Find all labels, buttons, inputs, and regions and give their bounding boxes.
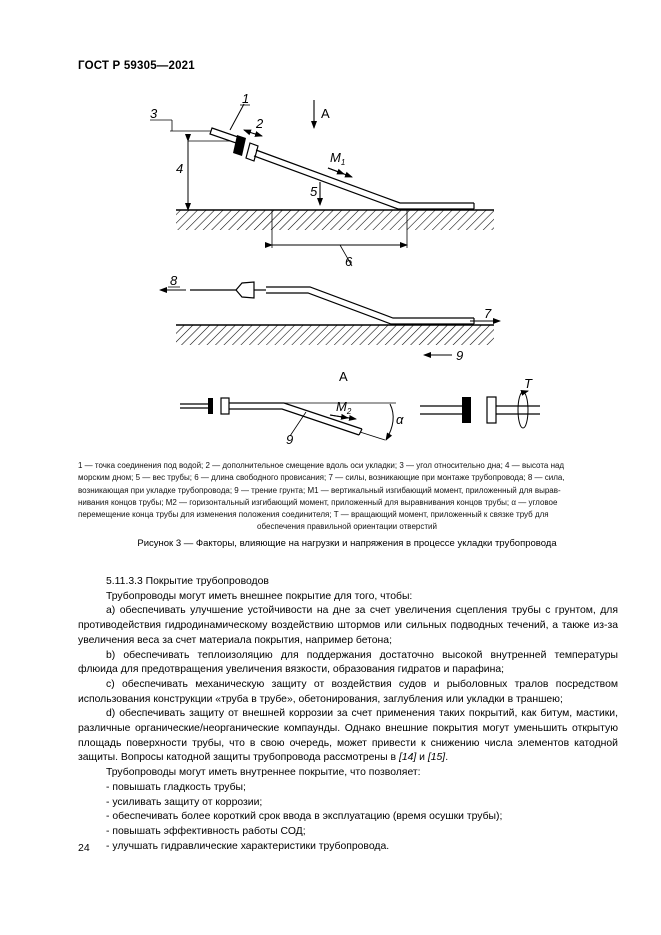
conjunction: и (416, 752, 428, 764)
figure-legend (78, 460, 616, 534)
figure-diagram (0, 0, 661, 455)
label-1: 1 (242, 91, 250, 106)
diagram-view-a (180, 376, 540, 447)
legend-line: морским дном; 5 — вес трубы; 6 — длина свободного провисания; 7 — силы, возникающие при монтаже трубопровода; 8 — сила, (78, 473, 565, 483)
diagram-side-view (150, 91, 494, 269)
paragraph-c: c) обеспечивать механическую защиту от воздействия судов и рыболовных тралов посредством использования конструкции «труба в трубе», обетонирования, заглубления или укладки в траншею; (78, 678, 618, 705)
list-item: - повышать эффективность работы СОД; (106, 825, 306, 837)
legend-line: обеспечения правильной ориентации отверстий (257, 522, 437, 532)
paragraph-a: a) обеспечивать улучшение устойчивости на дне за счет увеличения сцепления трубы с грунтом, для противодействия гидродинамическому воздействию штормов или сильных подводных течений, а также из-за увеличения веса за счет материала покрытия, например бетона; (78, 605, 618, 646)
label-9a: 9 (456, 348, 464, 363)
list-item: - усиливать защиту от коррозии; (106, 796, 263, 808)
legend-line: возникающая при укладке трубопровода; 9 — трение грунта; M1 — вертикальный изгибающий момент, приложенный для вырав- (78, 485, 561, 495)
seabed-hatch (176, 210, 494, 230)
angle-alpha-arc (386, 404, 393, 440)
label-6: 6 (345, 254, 353, 269)
list-item: - обеспечивать более короткий срок ввода в эксплуатацию (время осушки трубы); (106, 811, 503, 823)
label-9b: 9 (286, 432, 294, 447)
reference-15-link[interactable]: [15] (427, 752, 446, 764)
list-item: - улучшать гидравлические характеристики трубопровода. (106, 840, 390, 852)
paragraph-inner: Трубопроводы могут иметь внутреннее покрытие, что позволяет: (106, 767, 421, 779)
paragraph-b: b) обеспечивать теплоизоляцию для поддержания достаточно высокой внутренней температуры флюида для предотвращения увеличения вязкости, образования гидратов и парафина; (78, 649, 618, 676)
body-text (78, 575, 618, 854)
label-view-a: А (321, 106, 330, 121)
label-4: 4 (176, 161, 184, 176)
label-7: 7 (484, 306, 492, 321)
period: . (445, 752, 449, 764)
figure-caption: Рисунок 3 — Факторы, влияющие на нагрузки и напряжения в процессе укладки трубопровода (137, 538, 557, 549)
list-item: - повышать гладкость трубы; (106, 781, 246, 793)
label-m2: $M_2$ (336, 399, 352, 416)
pulling-head (236, 282, 254, 298)
paragraph-d (78, 707, 618, 766)
section-heading: 5.11.3.3 Покрытие трубопроводов (106, 576, 269, 587)
arrow-2 (252, 133, 262, 136)
paragraph: Трубопроводы могут иметь внешнее покрытие для того, чтобы: (106, 590, 413, 602)
legend-line: нивания концов трубы; M2 — горизонтальный изгибающий момент, приложенный для выравнивания концов трубы; α — угловое (78, 497, 558, 507)
pipeline-upper (256, 150, 474, 203)
paragraph-d-text: d) обеспечивать защиту от внешней коррозии за счет применения таких покрытий, как битум, мастики, различные органические/неорганические компаунды. Однако внешние покрытия могут уменьшить открытую площадь поверхности трубы, что в свою очередь, может привести к снижению числа элементов катодной защиты. Вопросы катодной защиты трубопровода рассмотрены в (78, 708, 618, 764)
diagram-installation-forces (160, 273, 500, 384)
label-m1: $M_1$ (330, 150, 346, 167)
seabed-hatch-2 (176, 325, 494, 345)
page-number: 24 (78, 842, 90, 854)
label-view-a-2: А (339, 369, 348, 384)
legend-line: перемещение конца трубы для изменения положения соединителя; T — вращающий момент, приложенный к связке труб для (78, 510, 549, 520)
label-alpha: α (396, 412, 404, 427)
torque-arrow (518, 392, 528, 428)
label-3: 3 (150, 106, 158, 121)
arrow-1 (230, 104, 244, 130)
label-t: T (524, 376, 532, 391)
label-2: 2 (256, 116, 264, 131)
legend-line: 1 — точка соединения под водой; 2 — дополнительное смещение вдоль оси укладки; 3 — угол относительно дна; 4 — высота над (78, 461, 565, 470)
label-8: 8 (170, 273, 178, 288)
reference-14-link[interactable]: [14] (398, 752, 417, 764)
label-5: 5 (310, 184, 318, 199)
document-header: ГОСТ Р 59305—2021 (78, 60, 195, 72)
